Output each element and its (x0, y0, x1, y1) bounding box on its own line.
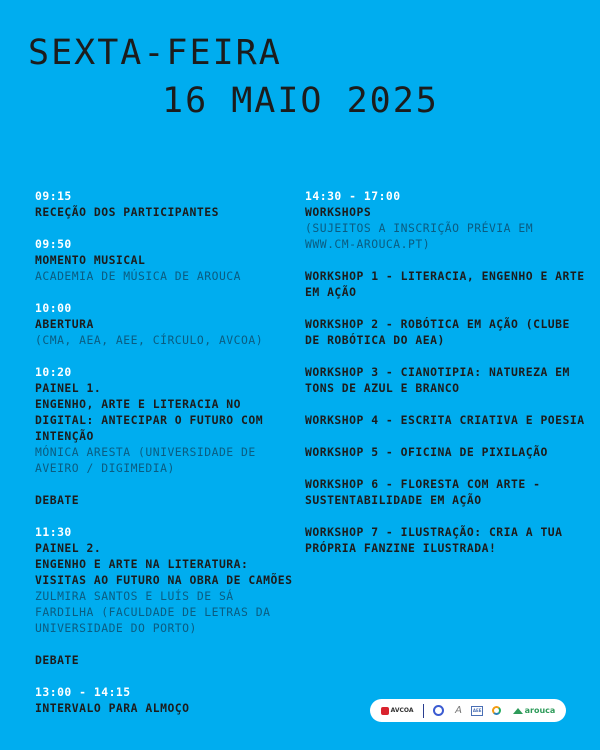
item-title: INTERVALO PARA ALMOÇO (35, 701, 190, 715)
arouca-logo-text: arouca (524, 706, 556, 715)
item-time: 11:30 (35, 525, 72, 539)
circulo-ring-icon (492, 706, 501, 715)
item-time: 09:15 (35, 189, 72, 203)
item-title: DEBATE (35, 653, 80, 667)
item-title: RECEÇÃO DOS PARTICIPANTES (35, 205, 219, 219)
workshop-5 (305, 444, 585, 460)
item-title: MOMENTO MUSICAL (35, 253, 146, 267)
date-title: 16 MAIO 2025 (162, 81, 439, 121)
item-subtitle: ENGENHO, ARTE E LITERACIA NO DIGITAL: ANTECIPAR O FUTURO COM INTENÇÃO (35, 397, 264, 443)
municipio-ciencia-logo (433, 705, 446, 716)
item-time: 13:00 - 14:15 (35, 685, 131, 699)
item-time: 10:20 (35, 365, 72, 379)
logo-divider (423, 704, 424, 718)
workshop-6 (305, 476, 585, 508)
avcoa-mark-icon (381, 707, 389, 715)
schedule-item-reception (35, 188, 295, 220)
aee-logo (471, 706, 483, 716)
item-detail: (SUJEITOS A INSCRIÇÃO PRÉVIA EM WWW.CM-AROUCA.PT) (305, 221, 534, 251)
item-time: 09:50 (35, 237, 72, 251)
item-subtitle: ENGENHO E ARTE NA LITERATURA: VISITAS AO FUTURO NA OBRA DE CAMÕES (35, 557, 293, 587)
arouca-logo (513, 706, 556, 715)
partner-logos-bar (370, 699, 566, 722)
item-detail: ACADEMIA DE MÚSICA DE AROUCA (35, 269, 242, 283)
circulo-logo (492, 706, 503, 715)
schedule-item-opening (35, 300, 295, 348)
workshop-title: WORKSHOP 5 - OFICINA DE PIXILAÇÃO (305, 445, 548, 459)
item-time: 14:30 - 17:00 (305, 189, 401, 203)
item-title: PAINEL 1. (35, 381, 102, 395)
item-detail: MÓNICA ARESTA (UNIVERSIDADE DE AVEIRO / DIGIMEDIA) (35, 445, 256, 475)
workshop-title: WORKSHOP 3 - CIANOTIPIA: NATUREZA EM TONS DE AZUL E BRANCO (305, 365, 570, 395)
aee-logo-text: AEE (471, 706, 483, 716)
schedule-item-debate-1 (35, 492, 295, 508)
item-title: PAINEL 2. (35, 541, 102, 555)
schedule-item-panel-1 (35, 364, 295, 476)
item-detail: ZULMIRA SANTOS E LUÍS DE SÁ FARDILHA (FACULDADE DE LETRAS DA UNIVERSIDADE DO PORTO) (35, 589, 271, 635)
a-mark-logo: A (455, 705, 462, 716)
workshop-title: WORKSHOP 1 - LITERACIA, ENGENHO E ARTE EM AÇÃO (305, 269, 585, 299)
workshop-2 (305, 316, 585, 348)
item-title: DEBATE (35, 493, 80, 507)
item-title: WORKSHOPS (305, 205, 372, 219)
workshop-1 (305, 268, 585, 300)
schedule-item-workshops (305, 188, 585, 252)
schedule-item-debate-2 (35, 652, 295, 668)
workshop-title: WORKSHOP 6 - FLORESTA COM ARTE - SUSTENTABILIDADE EM AÇÃO (305, 477, 541, 507)
item-title: ABERTURA (35, 317, 94, 331)
workshop-title: WORKSHOP 2 - ROBÓTICA EM AÇÃO (CLUBE DE ROBÓTICA DO AEA) (305, 317, 570, 347)
schedule-item-musical (35, 236, 295, 284)
workshop-title: WORKSHOP 7 - ILUSTRAÇÃO: CRIA A TUA PRÓPRIA FANZINE ILUSTRADA! (305, 525, 563, 555)
item-time: 10:00 (35, 301, 72, 315)
schedule-right-column (305, 188, 585, 572)
schedule-left-column (35, 188, 295, 732)
mountain-icon (513, 708, 523, 714)
avcoa-logo (381, 707, 414, 715)
schedule-item-panel-2 (35, 524, 295, 636)
item-detail: (CMA, AEA, AEE, CÍRCULO, AVCOA) (35, 333, 264, 347)
workshop-7 (305, 524, 585, 556)
workshop-title: WORKSHOP 4 - ESCRITA CRIATIVA E POESIA (305, 413, 585, 427)
ring-icon (433, 705, 444, 716)
day-title: SEXTA-FEIRA (28, 33, 282, 73)
schedule-item-lunch (35, 684, 295, 716)
workshop-3 (305, 364, 585, 396)
avcoa-logo-text: AVCOA (390, 707, 414, 714)
workshop-4 (305, 412, 585, 428)
